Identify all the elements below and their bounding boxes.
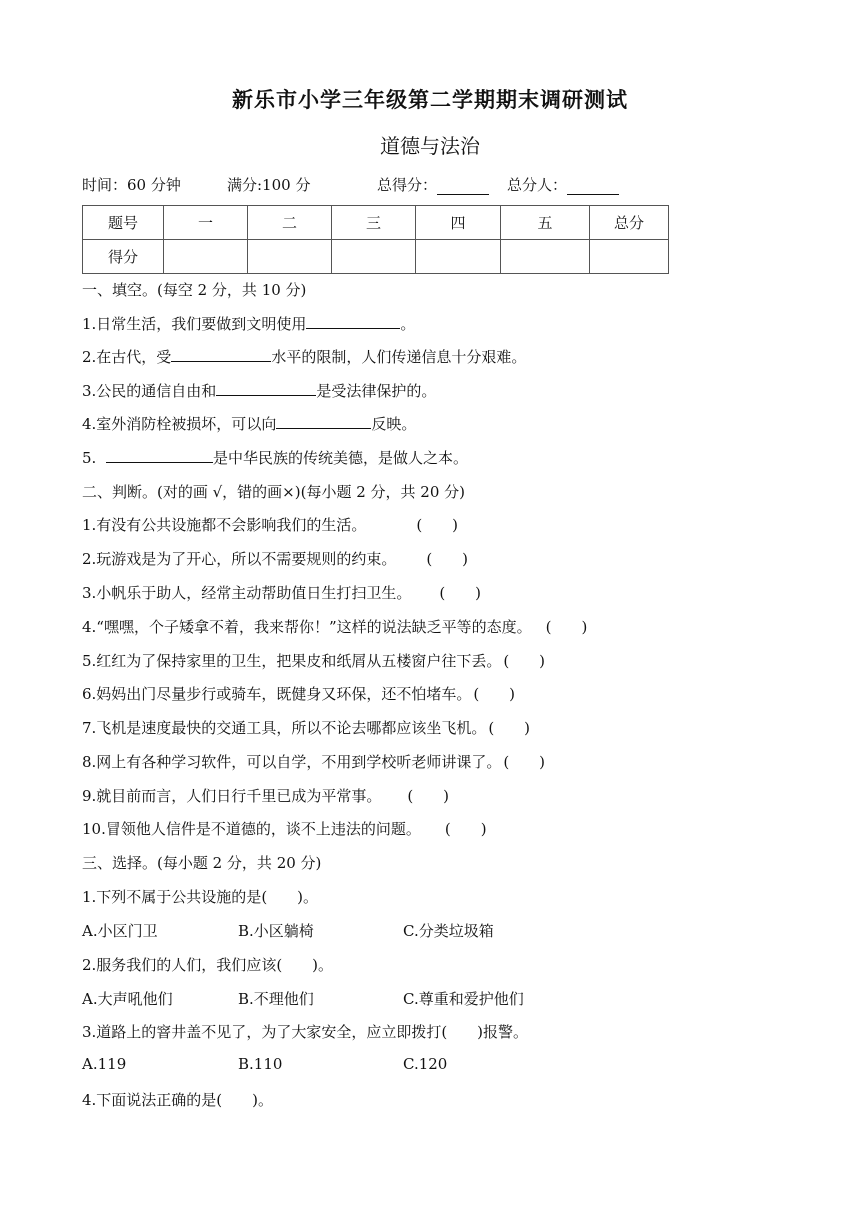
exam-info	[82, 174, 619, 195]
table-cell: 二	[248, 206, 332, 240]
answer-paren[interactable]: ( )	[407, 787, 450, 805]
choice-options-2	[82, 988, 524, 1009]
table-cell: 总分	[590, 206, 669, 240]
answer-paren[interactable]: ( )	[439, 584, 482, 602]
answer-paren[interactable]: ( )	[488, 719, 531, 737]
question-text: 2.在古代，受	[82, 348, 172, 366]
fill-question-4	[82, 413, 416, 434]
fill-question-3	[82, 380, 436, 401]
answer-paren[interactable]: ( )	[503, 652, 546, 670]
judge-question-2	[82, 548, 468, 569]
question-text: 5.	[82, 449, 97, 467]
score-cell[interactable]	[332, 240, 416, 274]
answer-paren[interactable]: ( )	[444, 820, 487, 838]
option-a[interactable]: A.大声吼他们	[82, 990, 173, 1008]
choice-options-1	[82, 920, 494, 941]
score-cell[interactable]	[501, 240, 590, 274]
answer-paren[interactable]: ( )	[545, 618, 588, 636]
section1-heading: 一、填空。(每空 2 分，共 10 分)	[82, 281, 307, 299]
option-b[interactable]: B.不理他们	[238, 990, 314, 1008]
option-c[interactable]: C.尊重和爱护他们	[403, 990, 524, 1008]
answer-paren[interactable]: ( )	[426, 550, 469, 568]
question-text: 1.有没有公共设施都不会影响我们的生活。	[82, 516, 367, 534]
option-c[interactable]: C.120	[403, 1055, 448, 1073]
question-text: 1.日常生活，我们要做到文明使用	[82, 315, 307, 333]
section3-heading: 三、选择。(每小题 2 分，共 20 分)	[82, 854, 322, 872]
table-cell: 三	[332, 206, 416, 240]
score-cell[interactable]	[416, 240, 501, 274]
full-score-label: 满分:100 分	[227, 176, 311, 194]
table-cell: 四	[416, 206, 501, 240]
exam-title: 新乐市小学三年级第二学期期末调研测试	[232, 87, 628, 112]
time-label: 时间：60 分钟	[82, 176, 181, 194]
option-b[interactable]: B.110	[238, 1055, 283, 1073]
question-text: 是中华民族的传统美德，是做人之本。	[213, 449, 469, 467]
question-text: 3.公民的通信自由和	[82, 382, 217, 400]
table-row	[83, 240, 669, 274]
question-text: 水平的限制，人们传递信息十分艰难。	[271, 348, 527, 366]
question-text: 9.就目前而言，人们日行千里已成为平常事。	[82, 787, 382, 805]
answer-blank[interactable]	[216, 380, 316, 396]
fill-question-2	[82, 346, 526, 367]
fill-question-1	[82, 313, 415, 334]
total-person-label: 总分人：	[507, 176, 568, 194]
table-cell: 一	[164, 206, 248, 240]
answer-paren[interactable]: ( )	[503, 753, 546, 771]
choice-options-3	[82, 1055, 447, 1073]
answer-blank[interactable]	[171, 346, 271, 362]
score-cell[interactable]	[590, 240, 669, 274]
question-text: 2.玩游戏是为了开心，所以不需要规则的约束。	[82, 550, 397, 568]
question-text: 10.冒领他人信件是不道德的，谈不上违法的问题。	[82, 820, 421, 838]
score-cell[interactable]	[248, 240, 332, 274]
question-text: 4.“嘿嘿，个子矮拿不着，我来帮你！”这样的说法缺乏平等的态度。	[82, 618, 532, 636]
choice-question-4: 4.下面说法正确的是( )。	[82, 1091, 274, 1109]
answer-paren[interactable]: ( )	[416, 516, 459, 534]
answer-blank[interactable]	[106, 447, 213, 463]
question-text: 6.妈妈出门尽量步行或骑车，既健身又环保，还不怕堵车。	[82, 685, 472, 703]
option-c[interactable]: C.分类垃圾箱	[403, 922, 494, 940]
judge-question-7	[82, 717, 530, 738]
answer-blank[interactable]	[276, 413, 371, 429]
question-text: 4.室外消防栓被损坏，可以向	[82, 415, 277, 433]
choice-question-1: 1.下列不属于公共设施的是( )。	[82, 888, 319, 906]
judge-question-1	[82, 514, 458, 535]
judge-question-9	[82, 785, 449, 806]
question-text: 8.网上有各种学习软件，可以自学，不用到学校听老师讲课了。	[82, 753, 502, 771]
question-text: 是受法律保护的。	[316, 382, 437, 400]
option-a[interactable]: A.小区门卫	[82, 922, 158, 940]
judge-question-3	[82, 582, 481, 603]
choice-question-2: 2.服务我们的人们，我们应该( )。	[82, 956, 334, 974]
question-text: 7.飞机是速度最快的交通工具，所以不论去哪都应该坐飞机。	[82, 719, 487, 737]
question-text: 3.小帆乐于助人，经常主动帮助值日生打扫卫生。	[82, 584, 412, 602]
subject-title: 道德与法治	[380, 134, 480, 158]
score-cell[interactable]	[164, 240, 248, 274]
table-cell: 五	[501, 206, 590, 240]
question-text: 5.红红为了保持家里的卫生，把果皮和纸屑从五楼窗户往下丢。	[82, 652, 502, 670]
total-score-field[interactable]	[437, 178, 489, 195]
question-text: 。	[400, 315, 416, 333]
judge-question-10	[82, 818, 487, 839]
answer-paren[interactable]: ( )	[473, 685, 516, 703]
option-a[interactable]: A.119	[82, 1055, 127, 1073]
judge-question-5	[82, 650, 545, 671]
option-b[interactable]: B.小区躺椅	[238, 922, 314, 940]
section2-heading: 二、判断。(对的画 √，错的画×)(每小题 2 分，共 20 分)	[82, 483, 466, 501]
table-row	[83, 206, 669, 240]
table-cell: 得分	[83, 240, 164, 274]
judge-question-4	[82, 616, 587, 637]
table-cell: 题号	[83, 206, 164, 240]
choice-question-3: 3.道路上的窨井盖不见了，为了大家安全，应立即拨打( )报警。	[82, 1023, 529, 1041]
answer-blank[interactable]	[306, 313, 400, 329]
fill-question-5	[82, 447, 468, 468]
total-score-label: 总得分：	[377, 176, 438, 194]
total-person-field[interactable]	[567, 178, 619, 195]
question-text: 反映。	[371, 415, 417, 433]
judge-question-6	[82, 683, 515, 704]
judge-question-8	[82, 751, 545, 772]
score-table	[82, 205, 669, 274]
